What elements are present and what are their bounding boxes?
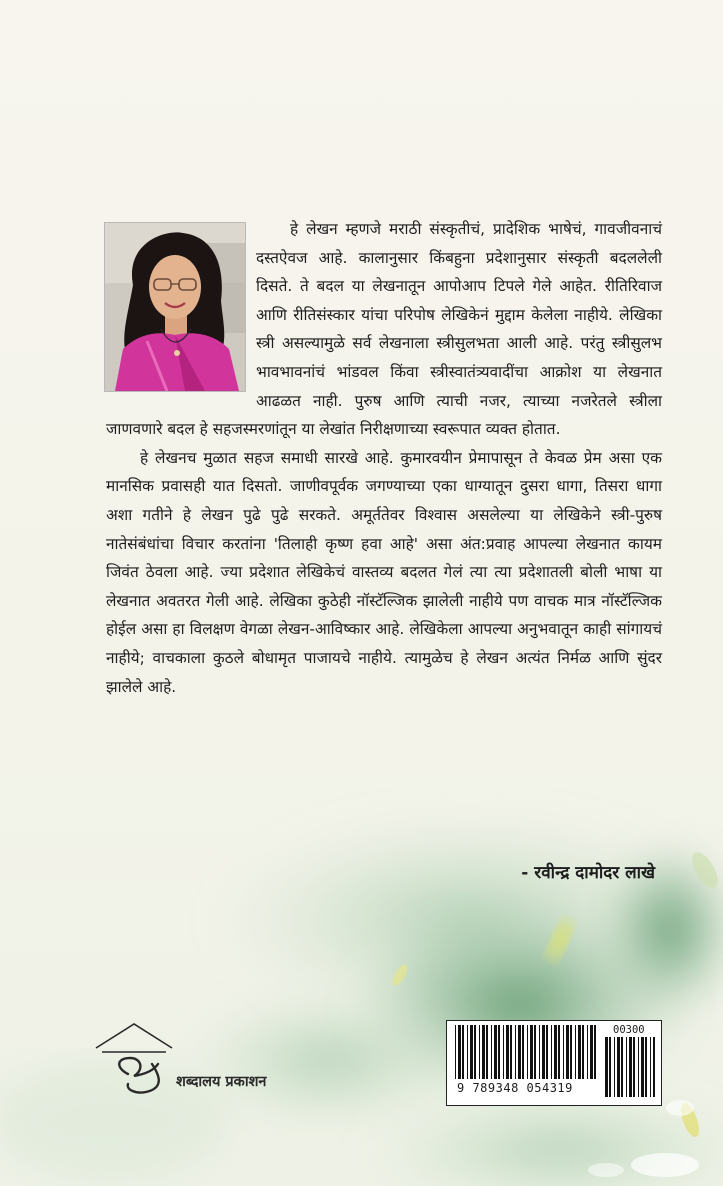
blurb-text xyxy=(106,215,662,701)
blurb-paragraph-2: हे लेखनच मुळात सहज समाधी सारखे आहे. कुमारवयीन प्रेमापासून ते केवळ प्रेम असा एक मानसिक प्रवासही यात दिसतो. जाणीवपूर्वक जगण्याच्या एका धाग्यातून दुसरा धागा, तिसरा धागा अशा गतीने हे लेखन पुढे पुढे सरकते. अमूर्ततेवर विश्वास असलेल्या या लेखिकेने स्त्री-पुरुष नातेसंबंधांचा विचार करतांना 'तिलाही कृष्ण हवा आहे' असा अंत:प्रवाह आपल्या लेखनात कायम जिवंत ठेवला आहे. ज्या प्रदेशात लेखिकेचं वास्तव्य बदलत गेलं त्या त्या प्रदेशातली बोली भाषा या लेखनात अवतरत गेली आहे. लेखिका कुठेही नॉस्टॅल्जिक झालेली नाहीये पण वाचक मात्र नॉस्टॅल्जिक होईल असा हा विलक्षण वेगळा लेखन-आविष्कार आहे. लेखिकेला आपल्या अनुभवातून काही सांगायचं नाहीये; वाचकाला कुठले बोधामृत पाजायचे नाहीये. त्यामुळेच हे लेखन अत्यंत निर्मळ आणि सुंदर झालेले आहे. xyxy=(106,448,662,696)
author-signature: - रवीन्द्र दामोदर लाखे xyxy=(521,863,655,883)
photo-spacer xyxy=(106,223,256,395)
blurb-paragraph-1: हे लेखन म्हणजे मराठी संस्कृतीचं, प्रादेशिक भाषेचं, गावजीवनाचं दस्तऐवज आहे. कालानुसार किंबहुना प्रदेशानुसार संस्कृती बदललेली दिसते. ते बदल या लेखनातून आपोआप टिपले गेले आहेत. रीतिरिवाज आणि रीतिसंस्कार यांचा परिपोष लेखिकेनं मुद्दाम केलेला नाहीये. लेखिका स्त्री असल्यामुळे सर्व लेखनाला स्त्रीसुलभता आली आहे. परंतु स्त्रीसुलभ भावभावनांचं भांडवल किंवा स्त्रीस्वातंत्र्यवादींचा आक्रोश या लेखनात आढळत नाही. पुरुष आणि त्याची नजर, त्याच्या नजरेतले स्त्रीला जाणवणारे बदल हे सहजस्मरणांतून या लेखांत निरीक्षणाच्या स्वरूपात व्यक्त होतात. xyxy=(106,220,662,439)
price-code: 00300 xyxy=(613,1024,645,1036)
publisher-name: शब्दालय प्रकाशन xyxy=(176,1074,267,1090)
isbn-number: 9 789348 054319 xyxy=(457,1081,573,1095)
isbn-barcode xyxy=(446,1020,662,1106)
